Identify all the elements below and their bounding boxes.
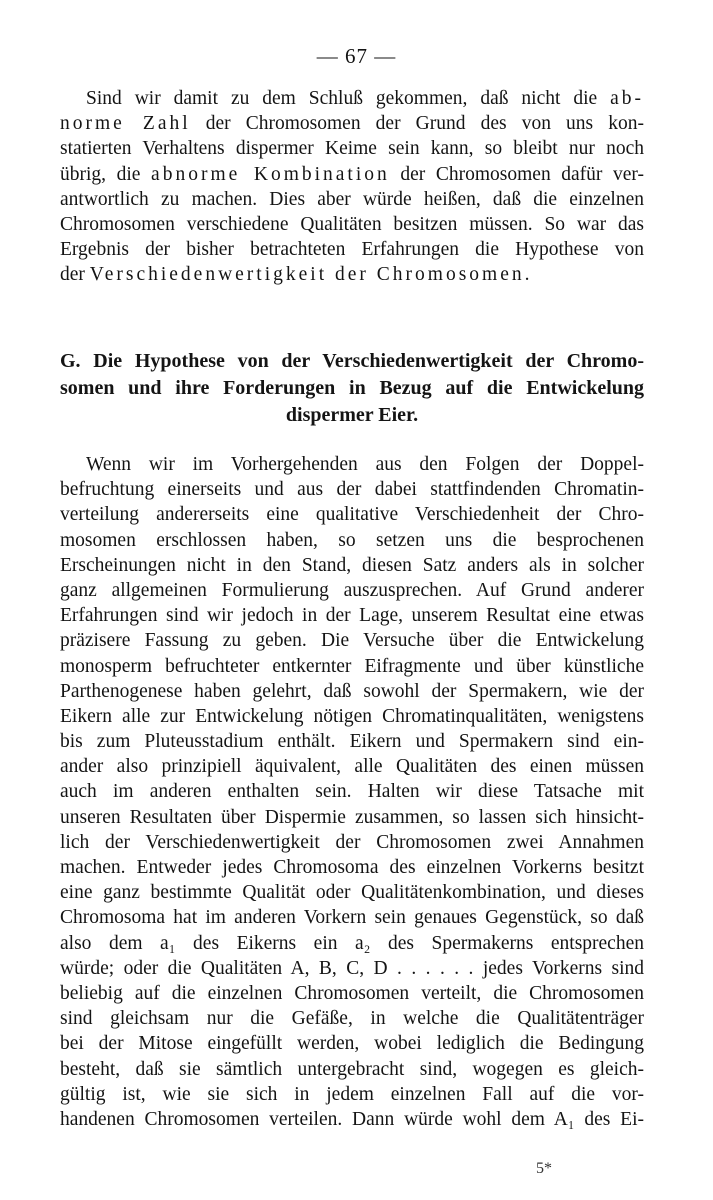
text-line: besteht, daß sie sämtlich untergebracht sind, wogegen es gleich- xyxy=(60,1058,644,1080)
text-line: ganz allgemeinen Formulierung auszusprechen. Auf Grund anderer xyxy=(60,579,644,601)
text-span: Sind wir damit zu dem Schluß gekommen, daß nicht die xyxy=(86,88,611,109)
text-line: sind gleichsam nur die Gefäße, in welche die Qualitätenträger xyxy=(60,1008,644,1030)
text-span: der xyxy=(60,264,90,286)
text-line: Erscheinungen nicht in den Stand, diesen Satz anders als in solcher xyxy=(60,554,644,576)
text-line: ander also prinzipiell äquivalent, alle Qualitäten des einen müssen xyxy=(60,756,644,778)
heading-line: somen und ihre Forderungen in Bezug auf die Entwickelung xyxy=(60,377,644,399)
text-line: Wenn wir im Vorhergehenden aus den Folgen der Doppel- xyxy=(86,454,644,475)
signature-mark: 5* xyxy=(536,1160,552,1177)
paragraph-2 xyxy=(60,452,644,1132)
text-line: beliebig auf die einzelnen Chromosomen verteilt, die Chromosomen xyxy=(60,982,644,1004)
heading-line: G. Die Hypothese von der Verschiedenwertigkeit der Chromo- xyxy=(60,350,644,372)
text-span: . xyxy=(524,264,530,286)
text-line xyxy=(60,162,644,187)
section-heading xyxy=(60,348,644,429)
text-span: antwortlich zu machen. Dies aber würde heißen, daß die einzelnen xyxy=(60,188,644,210)
text-line: bei der Mitose eingefüllt werden, wobei lediglich die Bedingung xyxy=(60,1033,644,1055)
text-line xyxy=(60,262,644,287)
text-line: monosperm befruchteter entkernter Eifragmente und über künstliche xyxy=(60,655,644,677)
text-line xyxy=(60,86,644,111)
text-line: präzisere Fassung zu geben. Die Versuche über die Entwickelung xyxy=(60,630,644,652)
text-line xyxy=(60,187,644,212)
heading-line: dispermer Eier. xyxy=(285,404,419,426)
text-line xyxy=(60,212,644,237)
text-span: der Chromosomen dafür ver- xyxy=(389,163,645,185)
text-line: Parthenogenese haben gelehrt, daß sowohl der Spermakern, wie der xyxy=(60,680,644,702)
text-span: der Chromosomen der Grund des von uns kon- xyxy=(190,113,644,135)
text-line xyxy=(60,136,644,161)
text-line xyxy=(60,237,644,262)
text-line: eine ganz bestimmte Qualität oder Qualitätenkombination, und dieses xyxy=(60,882,644,904)
text-line xyxy=(60,111,644,136)
text-span: übrig, die xyxy=(60,163,152,185)
text-line: also dem a₁ des Eikerns ein a₂ des Spermakerns entsprechen xyxy=(60,932,644,954)
text-span: Ergebnis der bisher betrachteten Erfahrungen die Hypothese von xyxy=(60,239,644,261)
text-line: handenen Chromosomen verteilen. Dann würde wohl dem A₁ des Ei- xyxy=(60,1108,644,1130)
text-span: statierten Verhaltens dispermer Keime sein kann, so bleibt nur noch xyxy=(60,138,644,160)
text-line: würde; oder die Qualitäten A, B, C, D . . . . . . jedes Vorkerns sind xyxy=(60,957,644,979)
text-span: Chromosomen verschiedene Qualitäten besitzen müssen. So war das xyxy=(60,213,644,235)
text-line: machen. Entweder jedes Chromosoma des einzelnen Vorkerns besitzt xyxy=(60,857,644,878)
text-line: unseren Resultaten über Dispermie zusammen, so lassen sich hinsicht- xyxy=(60,806,644,828)
text-line: auch im anderen enthalten sein. Halten wir diese Tatsache mit xyxy=(60,781,644,803)
paragraph-1 xyxy=(60,86,644,288)
text-line: befruchtung einerseits und aus der dabei stattfindenden Chromatin- xyxy=(60,479,644,501)
emphasis-text: Verschiedenwertigkeit der Chromosomen xyxy=(89,264,525,286)
text-line: Eikern alle zur Entwickelung nötigen Chromatinqualitäten, wenigstens xyxy=(60,705,644,727)
text-line: lich der Verschiedenwertigkeit der Chromosomen zwei Annahmen xyxy=(60,831,644,853)
text-line: Chromosoma hat im anderen Vorkern sein genaues Gegenstück, so daß xyxy=(60,907,644,929)
text-line: bis zum Pluteusstadium enthält. Eikern und Spermakern sind ein- xyxy=(60,731,644,753)
text-line: Erfahrungen sind wir jedoch in der Lage, unserem Resultat eine etwas xyxy=(60,605,644,627)
text-line: mosomen erschlossen haben, so setzen uns die besprochenen xyxy=(60,529,644,551)
text-line: gültig ist, wie sie sich in jedem einzelnen Fall auf die vor- xyxy=(60,1083,644,1105)
text-line: verteilung andererseits eine qualitative Verschiedenheit der Chro- xyxy=(60,504,644,526)
emphasis-text: norme Zahl xyxy=(60,113,191,135)
emphasis-text: abnorme Kombination xyxy=(151,163,390,185)
page-number: — 67 — xyxy=(316,44,397,68)
emphasis-text: ab- xyxy=(610,88,644,109)
